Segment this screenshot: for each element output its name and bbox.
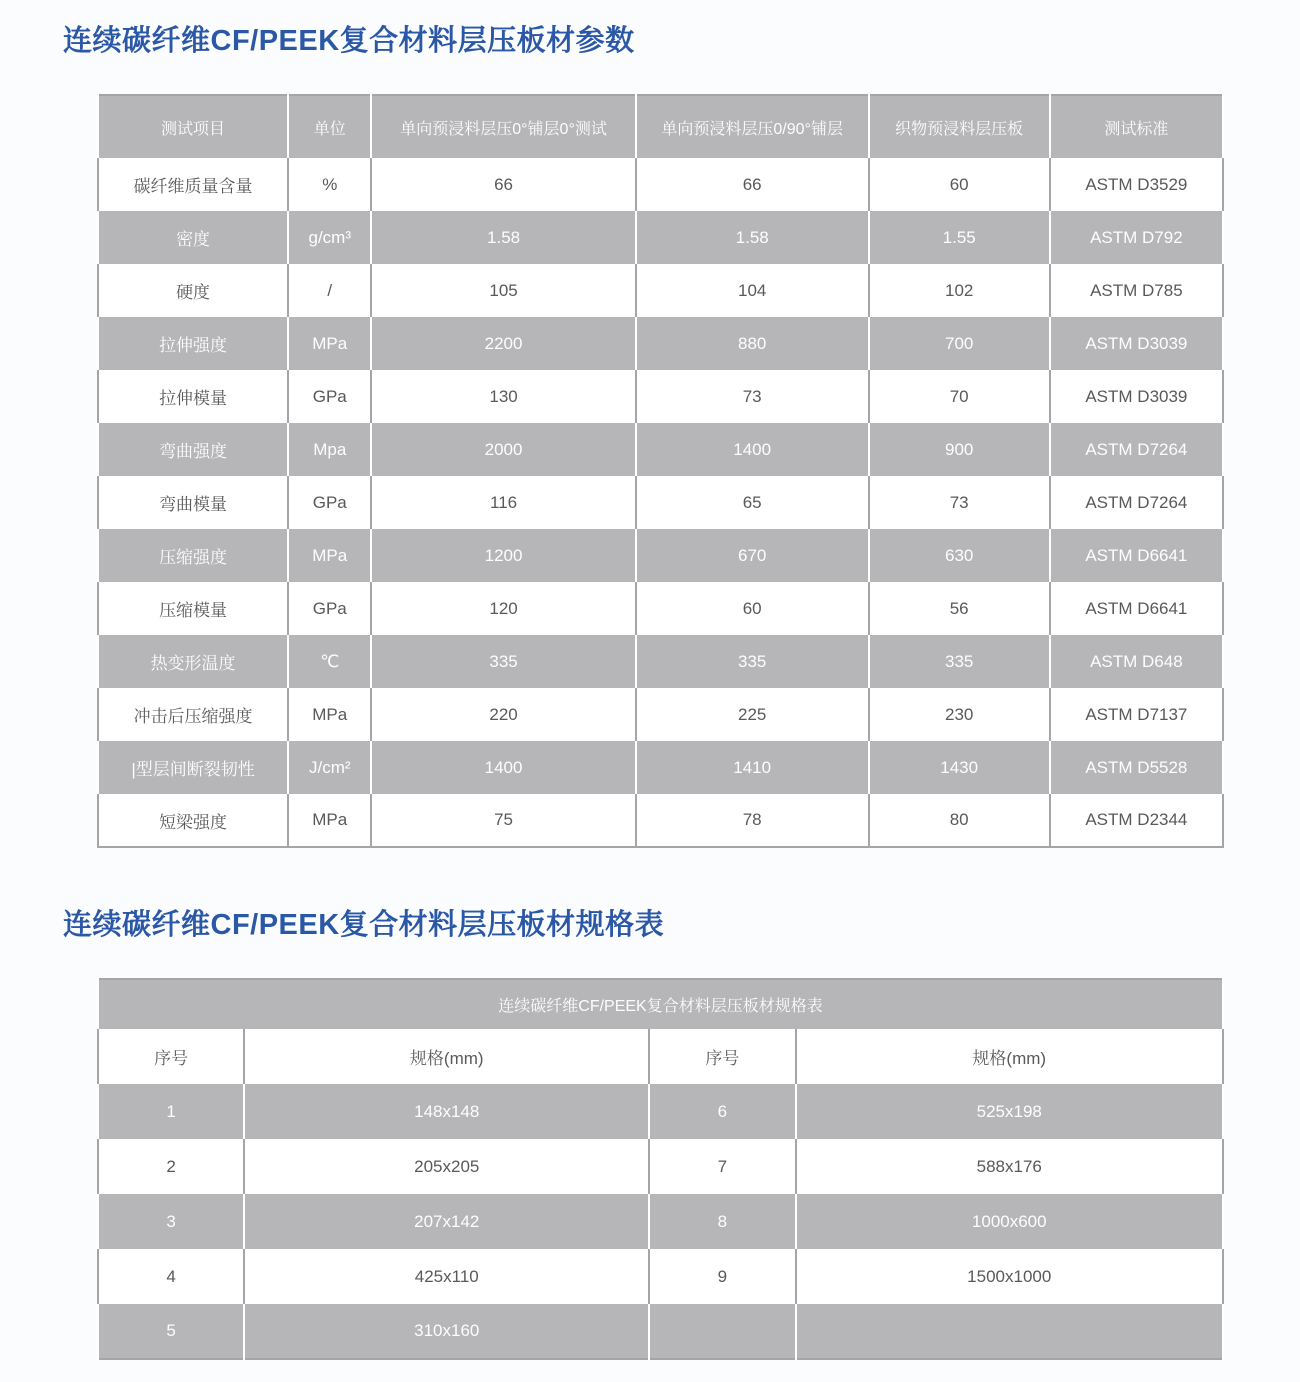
parameters-table-body [98, 158, 1223, 847]
table-row [98, 95, 1223, 158]
table-cell: 207x142 [244, 1194, 649, 1249]
table-cell: 压缩模量 [98, 582, 288, 635]
table-cell: 900 [869, 423, 1050, 476]
table-cell: 1400 [371, 741, 635, 794]
table-cell: 230 [869, 688, 1050, 741]
parameters-section-title: 连续碳纤维CF/PEEK复合材料层压板材参数 [63, 25, 635, 57]
table-cell: 1.55 [869, 211, 1050, 264]
column-header: 序号 [649, 1029, 795, 1084]
table-row [98, 1029, 1223, 1084]
table-cell: 335 [371, 635, 635, 688]
parameters-table-head [98, 95, 1223, 158]
table-row [98, 1194, 1223, 1249]
table-cell: 104 [636, 264, 869, 317]
table-cell: 670 [636, 529, 869, 582]
specs-section-title: 连续碳纤维CF/PEEK复合材料层压板材规格表 [63, 909, 665, 941]
table-cell: ASTM D648 [1050, 635, 1223, 688]
table-cell: 6 [649, 1084, 795, 1139]
specs-table [97, 978, 1224, 1360]
table-cell: GPa [288, 582, 371, 635]
table-cell: MPa [288, 688, 371, 741]
table-cell: 66 [636, 158, 869, 211]
table-cell: MPa [288, 794, 371, 847]
table-cell: 2200 [371, 317, 635, 370]
table-row [98, 1304, 1223, 1359]
table-cell: 弯曲模量 [98, 476, 288, 529]
table-cell: 205x205 [244, 1139, 649, 1194]
table-row [98, 529, 1223, 582]
table-cell: 56 [869, 582, 1050, 635]
table-row [98, 370, 1223, 423]
specs-table-head [98, 979, 1223, 1084]
table-cell: 冲击后压缩强度 [98, 688, 288, 741]
table-cell: 2 [98, 1139, 244, 1194]
table-cell: 335 [869, 635, 1050, 688]
table-cell: 225 [636, 688, 869, 741]
table-cell: ASTM D7137 [1050, 688, 1223, 741]
table-cell: 1400 [636, 423, 869, 476]
table-cell: 80 [869, 794, 1050, 847]
table-row [98, 794, 1223, 847]
table-cell: 短梁强度 [98, 794, 288, 847]
table-cell: ASTM D785 [1050, 264, 1223, 317]
table-cell: 5 [98, 1304, 244, 1359]
table-cell: 弯曲强度 [98, 423, 288, 476]
table-cell [649, 1304, 795, 1359]
table-cell: 7 [649, 1139, 795, 1194]
table-cell: 压缩强度 [98, 529, 288, 582]
column-header: 测试标准 [1050, 95, 1223, 158]
table-row [98, 1139, 1223, 1194]
table-cell: 60 [869, 158, 1050, 211]
table-row [98, 1249, 1223, 1304]
table-row [98, 741, 1223, 794]
column-header: 单位 [288, 95, 371, 158]
table-cell: 70 [869, 370, 1050, 423]
table-row [98, 158, 1223, 211]
column-header: 测试项目 [98, 95, 288, 158]
table-cell: 630 [869, 529, 1050, 582]
table-cell: 热变形温度 [98, 635, 288, 688]
table-cell: ASTM D6641 [1050, 529, 1223, 582]
table-cell: 116 [371, 476, 635, 529]
table-cell: ASTM D3039 [1050, 370, 1223, 423]
table-cell: 66 [371, 158, 635, 211]
table-cell: 105 [371, 264, 635, 317]
table-cell: ASTM D3039 [1050, 317, 1223, 370]
table-cell: 75 [371, 794, 635, 847]
table-cell: 1000x600 [796, 1194, 1224, 1249]
table-cell: 700 [869, 317, 1050, 370]
table-cell: ASTM D2344 [1050, 794, 1223, 847]
table-row [98, 264, 1223, 317]
table-cell: 1200 [371, 529, 635, 582]
table-cell: 65 [636, 476, 869, 529]
table-cell: 588x176 [796, 1139, 1224, 1194]
table-cell: 525x198 [796, 1084, 1224, 1139]
table-cell: J/cm² [288, 741, 371, 794]
table-cell: 335 [636, 635, 869, 688]
table-cell: % [288, 158, 371, 211]
table-cell [796, 1304, 1224, 1359]
table-cell: ℃ [288, 635, 371, 688]
table-cell: 碳纤维质量含量 [98, 158, 288, 211]
table-cell: 220 [371, 688, 635, 741]
column-header: 序号 [98, 1029, 244, 1084]
specs-table-body [98, 1084, 1223, 1359]
table-cell: g/cm³ [288, 211, 371, 264]
table-cell: MPa [288, 529, 371, 582]
table-cell: 102 [869, 264, 1050, 317]
table-cell: 148x148 [244, 1084, 649, 1139]
table-cell: 密度 [98, 211, 288, 264]
column-header: 单向预浸料层压0/90°铺层 [636, 95, 869, 158]
table-row [98, 635, 1223, 688]
table-cell: GPa [288, 370, 371, 423]
table-row [98, 423, 1223, 476]
table-cell: ASTM D6641 [1050, 582, 1223, 635]
table-cell: 310x160 [244, 1304, 649, 1359]
table-cell: 78 [636, 794, 869, 847]
parameters-table [97, 94, 1224, 848]
table-cell: 1410 [636, 741, 869, 794]
table-cell: 1 [98, 1084, 244, 1139]
table-cell: 1.58 [636, 211, 869, 264]
table-cell: 9 [649, 1249, 795, 1304]
table-cell: 120 [371, 582, 635, 635]
table-row [98, 1084, 1223, 1139]
table-cell: Mpa [288, 423, 371, 476]
table-cell: 硬度 [98, 264, 288, 317]
table-caption: 连续碳纤维CF/PEEK复合材料层压板材规格表 [98, 979, 1223, 1029]
table-row [98, 317, 1223, 370]
table-cell: |型层间断裂韧性 [98, 741, 288, 794]
table-cell: 4 [98, 1249, 244, 1304]
column-header: 规格(mm) [796, 1029, 1224, 1084]
table-row [98, 688, 1223, 741]
table-cell: GPa [288, 476, 371, 529]
page-bottom-spacer [0, 1360, 1300, 1382]
table-row [98, 211, 1223, 264]
table-cell: ASTM D7264 [1050, 423, 1223, 476]
table-cell: 73 [869, 476, 1050, 529]
table-cell: ASTM D5528 [1050, 741, 1223, 794]
table-cell: ASTM D3529 [1050, 158, 1223, 211]
table-row [98, 582, 1223, 635]
table-row [98, 476, 1223, 529]
table-cell: 130 [371, 370, 635, 423]
column-header: 织物预浸料层压板 [869, 95, 1050, 158]
table-cell: 拉伸模量 [98, 370, 288, 423]
table-cell: 1.58 [371, 211, 635, 264]
column-header: 规格(mm) [244, 1029, 649, 1084]
table-cell: 880 [636, 317, 869, 370]
table-cell: 3 [98, 1194, 244, 1249]
table-cell: ASTM D7264 [1050, 476, 1223, 529]
table-cell: MPa [288, 317, 371, 370]
table-cell: ASTM D792 [1050, 211, 1223, 264]
column-header: 单向预浸料层压0°铺层0°测试 [371, 95, 635, 158]
table-cell: 1500x1000 [796, 1249, 1224, 1304]
table-cell: 拉伸强度 [98, 317, 288, 370]
table-cell: / [288, 264, 371, 317]
table-cell: 2000 [371, 423, 635, 476]
table-cell: 1430 [869, 741, 1050, 794]
table-cell: 425x110 [244, 1249, 649, 1304]
table-cell: 73 [636, 370, 869, 423]
table-cell: 60 [636, 582, 869, 635]
table-row [98, 979, 1223, 1029]
table-cell: 8 [649, 1194, 795, 1249]
